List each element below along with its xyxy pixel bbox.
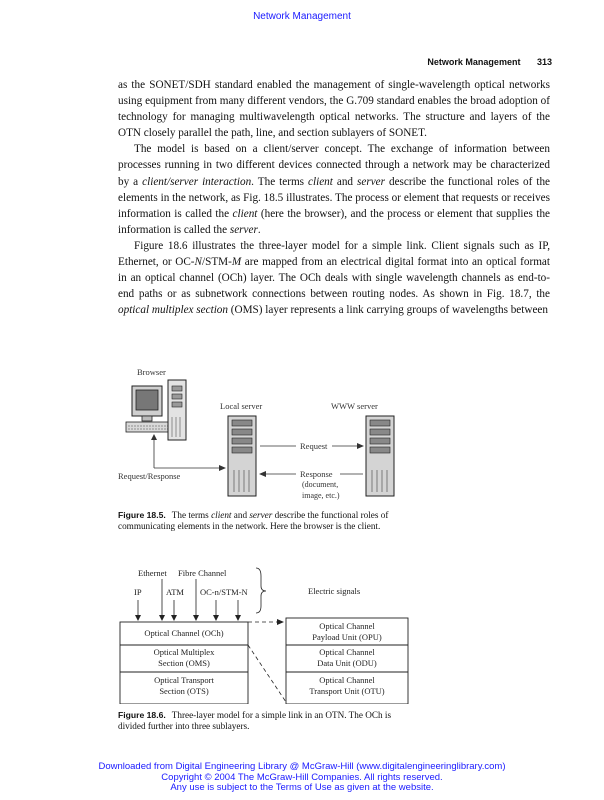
p1-text: as the SONET/SDH standard enabled the management of single-wavelength optical networks using equipment from many different vendors, the G.709 standard enables the broad adoption of technology for managing multiwavelength optical networks. The structure and layers of the OTN closely parallel the path, line, and section sublayers of SONET. — [118, 79, 550, 140]
p3-c: are mapped from an electrical digital format into an optical format in an optical channel (OCh) layer. The OCh deals with single wavelength channels as end-to-end paths or as subnetwork connections between routing nodes. As shown in Fig. 18.7, the — [118, 256, 551, 301]
p2-em4: client — [232, 207, 258, 220]
body-text — [118, 77, 550, 318]
p2-em5: server — [229, 223, 258, 236]
page-number: 313 — [536, 57, 552, 67]
ots-label-1: Optical Transport — [154, 675, 214, 685]
fig-18-5-caption-em1: client — [211, 510, 232, 520]
ots-label-2: Section (OTS) — [159, 686, 209, 696]
otu-label-1: Optical Channel — [319, 675, 375, 685]
electric-signals-label: Electric signals — [308, 586, 361, 596]
och-expansion-bottom — [248, 645, 286, 702]
fibre-channel-label: Fibre Channel — [178, 568, 227, 578]
signals-brace — [256, 568, 266, 613]
www-server-label: WWW server — [331, 401, 378, 411]
opu-label-2: Payload Unit (OPU) — [312, 632, 382, 642]
running-head — [427, 57, 552, 67]
figure-18-5-caption — [118, 510, 418, 532]
client-signal-arrows — [138, 579, 238, 618]
oms-label-1: Optical Multiplex — [153, 647, 215, 657]
oms-label-2: Section (OMS) — [158, 658, 210, 668]
p2-em1: client/server interaction — [142, 175, 252, 188]
request-response-label: Request/Response — [118, 471, 181, 481]
odu-label-1: Optical Channel — [319, 647, 375, 657]
p2-f: . — [257, 223, 261, 236]
p3-em2: M — [231, 256, 242, 269]
p2-a: The model is based on a client/server concept. The exchange of information between processes running in two different devices connected through a network may be characterized by a — [118, 143, 550, 188]
p3-em3: optical multiplex section — [118, 304, 228, 317]
response-label: Response — [300, 469, 333, 479]
ocn-label: OC-n/STM-N — [200, 587, 248, 597]
client-signal-arrowheads — [135, 615, 241, 621]
p3-d: (OMS) layer represents a link carrying groups of wavelengths between — [228, 304, 548, 317]
response-detail-2: image, etc.) — [302, 491, 340, 500]
footer — [0, 762, 604, 794]
response-arrowhead — [259, 471, 266, 477]
fig-18-5-number: Figure 18.5. — [118, 510, 166, 520]
figure-18-5 — [118, 362, 418, 504]
fig-18-5-caption-em2: server — [249, 510, 273, 520]
p2-em3: server — [357, 175, 385, 188]
fig-18-5-caption-c: describe the functional roles of communicating elements in the network. Here the browser is the client. — [118, 510, 389, 531]
atm-label: ATM — [166, 587, 184, 597]
footer-line-1[interactable]: Downloaded from Digital Engineering Library @ McGraw-Hill (www.digitalengineeringlibrary.com) — [98, 761, 506, 772]
ip-label: IP — [134, 587, 142, 597]
otu-label-2: Transport Unit (OTU) — [309, 686, 385, 696]
fig-18-6-caption-text: Three-layer model for a simple link in an OTN. The OCh is divided further into three sublayers. — [118, 710, 392, 731]
running-title: Network Management — [427, 57, 521, 67]
figure-18-6 — [118, 562, 418, 704]
odu-label-2: Data Unit (ODU) — [317, 658, 377, 668]
p2-b: . The terms — [251, 175, 309, 188]
www-server-icon — [366, 416, 394, 496]
request-arrowhead — [357, 443, 364, 449]
ethernet-label: Ethernet — [138, 568, 167, 578]
p3-b: /STM- — [202, 256, 232, 269]
client-link-arrowhead-right — [219, 465, 226, 471]
figure-18-6-caption — [118, 710, 398, 732]
request-label: Request — [300, 441, 328, 451]
browser-label: Browser — [137, 367, 166, 377]
fig-18-6-number: Figure 18.6. — [118, 710, 166, 720]
footer-line-2: Copyright © 2004 The McGraw-Hill Companies. All rights reserved. — [161, 771, 443, 783]
p2-d: describe the functional roles of the elements in the network, as Fig. 18.5 illustrates. The process or element that requests or receives information is called the — [118, 175, 551, 220]
p3-em1: N — [194, 256, 202, 269]
top-link[interactable]: Network Management — [253, 11, 351, 22]
paragraph-2 — [118, 141, 550, 238]
client-link-arrowhead-up — [151, 434, 157, 440]
opu-label-1: Optical Channel — [319, 621, 375, 631]
browser-computer-icon — [126, 380, 186, 440]
paragraph-1 — [118, 77, 550, 141]
p2-c: and — [332, 175, 358, 188]
och-expansion-arrowhead — [277, 619, 284, 625]
fig-18-5-caption-a: The terms — [171, 510, 212, 520]
footer-line-3: Any use is subject to the Terms of Use as given at the website. — [170, 782, 434, 793]
response-detail-1: (document, — [302, 480, 339, 489]
local-server-icon — [228, 416, 256, 496]
p2-e: (here the browser), and the process or element that supplies the information is called the — [118, 207, 551, 236]
och-label: Optical Channel (OCh) — [144, 628, 224, 638]
p2-em2: client — [308, 175, 333, 188]
fig-18-5-caption-b: and — [231, 510, 250, 520]
local-server-label: Local server — [220, 401, 263, 411]
p3-a: Figure 18.6 illustrates the three-layer model for a simple link. Client signals such as IP, Ethernet, or OC- — [118, 239, 550, 269]
paragraph-3 — [118, 238, 550, 318]
